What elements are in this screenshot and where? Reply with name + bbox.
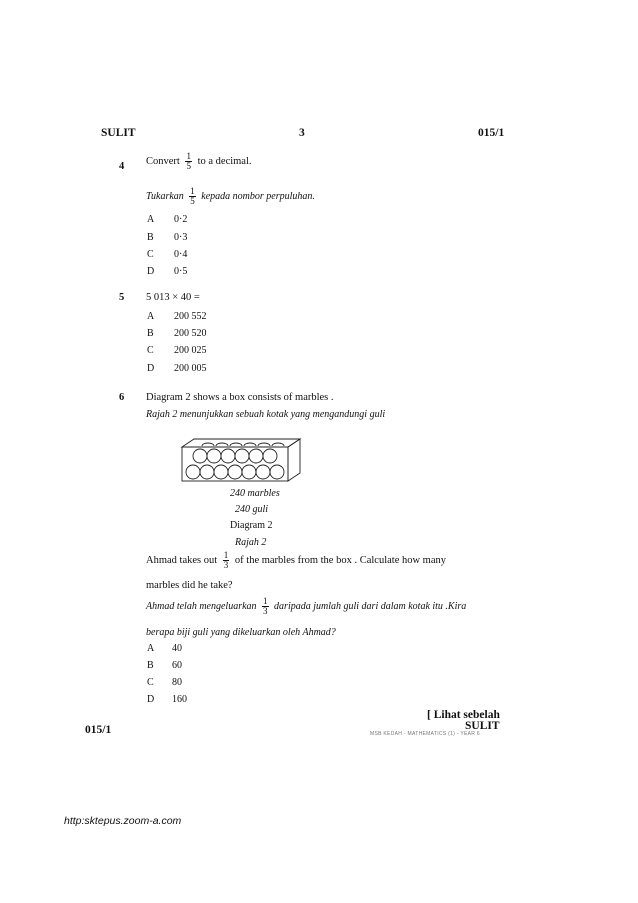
caption-marble-count-en: 240 marbles [230,488,280,499]
caption-marble-count-ms: 240 guli [235,504,269,515]
q6-frac-num: 1 [223,550,229,560]
q4-option-d-label: D [147,266,155,277]
marbles [186,443,284,479]
q6-question-english-line2: marbles did he take? [146,580,233,591]
q6-question-malay [146,597,466,616]
caption-diagram-ms: Rajah 2 [235,537,267,548]
q6-option-b-label: B [147,660,154,671]
q4-option-d-value: 0·5 [174,266,188,277]
question-4-malay [146,187,315,206]
box-side-face [288,439,300,481]
question-4-english [146,152,252,171]
footer-paper-code: 015/1 [85,724,112,736]
q6-ms-frac-num: 1 [263,596,268,606]
box-front-face [182,447,288,481]
q4-frac-den: 5 [186,161,191,171]
q5-option-a-label: A [147,311,155,322]
source-url: http:sktepus.zoom-a.com [64,815,182,827]
q4-option-a-value: 0·2 [174,214,188,225]
page-number: 3 [299,127,305,139]
q5-option-b-label: B [147,328,154,339]
q6-question-english [146,551,446,570]
header-paper-code: 015/1 [478,127,505,139]
q6-frac-den: 3 [223,560,229,570]
q4-option-b-label: B [147,232,154,243]
q6-fraction-ms [262,597,269,616]
q4-en-suffix: to a decimal. [197,155,252,167]
q4-option-c-value: 0·4 [174,249,188,260]
q4-ms-prefix: Tukarkan [146,190,184,202]
q4-fraction-ms [189,187,196,206]
q4-ms-frac-den: 5 [190,196,195,206]
q6-option-c-label: C [147,677,154,688]
q4-option-b-value: 0·3 [174,232,188,243]
q4-option-a-label: A [147,214,155,225]
q6-question-malay-line2: berapa biji guli yang dikeluarkan oleh Ahmad? [146,627,336,638]
q4-frac-num: 1 [186,151,191,161]
q5-option-a-value: 200 552 [174,311,207,322]
q4-option-c-label: C [147,249,154,260]
q4-fraction [185,152,192,171]
header-sulit: SULIT [101,127,136,139]
q6-option-a-value: 40 [172,643,182,654]
q6-ms-prefix: Ahmad telah mengeluarkan [146,600,257,612]
q6-ms-suffix: daripada jumlah guli dari dalam kotak itu .Kira [274,600,467,612]
q5-option-d-value: 200 005 [174,363,207,374]
question-5-text: 5 013 × 40 = [146,292,200,303]
q6-option-a-label: A [147,643,155,654]
footer-sulit: SULIT [465,720,500,732]
marble-box-diagram [180,437,302,483]
footer-turn-over: [ Lihat sebelah [427,709,500,721]
q6-ms-frac-den: 3 [263,606,268,616]
question-4-number: 4 [119,161,125,172]
q6-option-c-value: 80 [172,677,182,688]
question-6-number: 6 [119,392,125,403]
q6-intro-malay: Rajah 2 menunjukkan sebuah kotak yang mengandungi guli [146,409,386,420]
q5-option-d-label: D [147,363,155,374]
box-top-face [182,439,300,447]
q6-en-prefix: Ahmad takes out [146,554,218,566]
q6-intro-english: Diagram 2 shows a box consists of marbles . [146,392,334,403]
q6-en-suffix: of the marbles from the box . Calculate how many [234,554,447,566]
q6-fraction [223,551,230,570]
q4-ms-suffix: kepada nombor perpuluhan. [201,190,315,202]
footer-small-print: MSB KEDAH - MATHEMATICS (1) - YEAR 6 [370,731,480,737]
q4-en-prefix: Convert [146,155,180,167]
caption-diagram-en: Diagram 2 [230,520,273,531]
q6-option-d-label: D [147,694,155,705]
q4-ms-frac-num: 1 [190,186,195,196]
q6-option-b-value: 60 [172,660,182,671]
q5-option-b-value: 200 520 [174,328,207,339]
q5-option-c-label: C [147,345,154,356]
q5-option-c-value: 200 025 [174,345,207,356]
question-5-number: 5 [119,292,125,303]
q6-option-d-value: 160 [172,694,187,705]
